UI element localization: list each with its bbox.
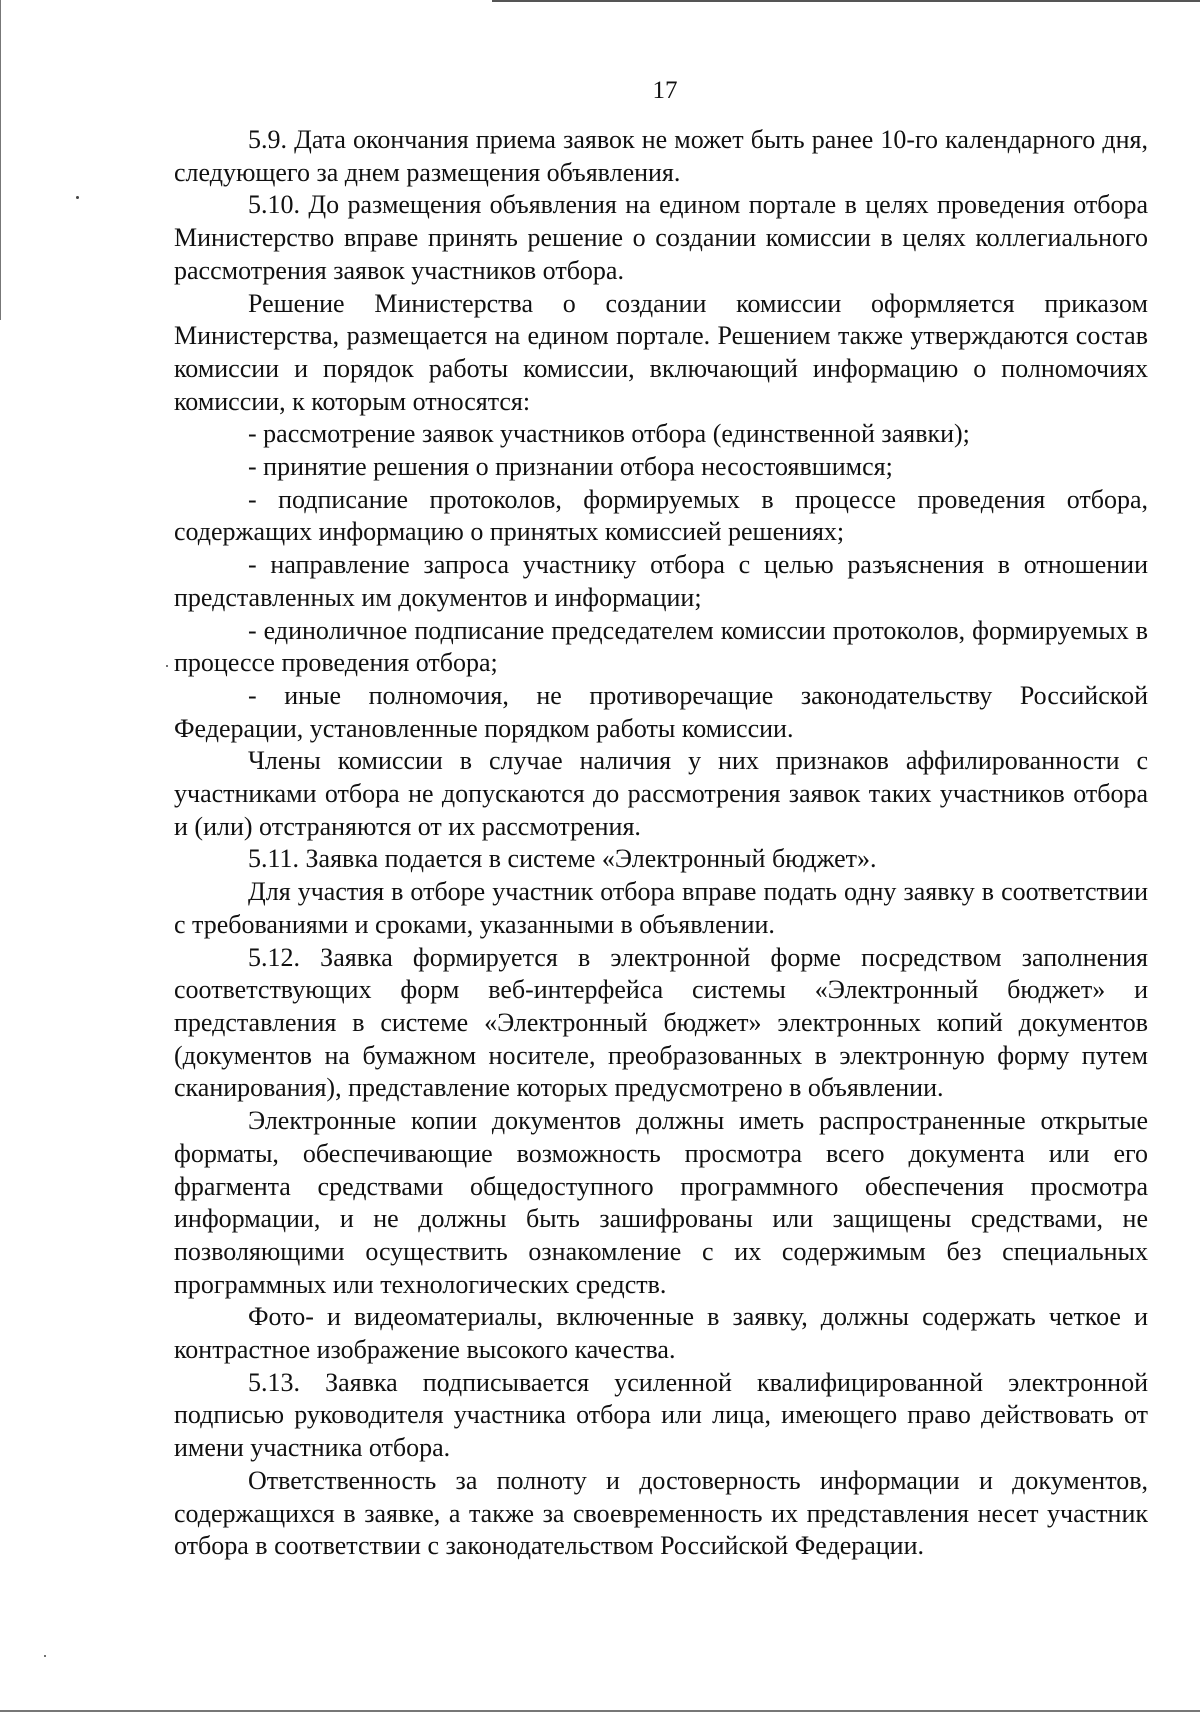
paragraph-one-application: Для участия в отборе участник отбора вправе подать одну заявку в соответствии с требованиями и сроками, указанными в объявлении. [174, 877, 1148, 939]
list-item-sign-protocols: - подписание протоколов, формируемых в процессе проведения отбора, содержащих информацию о принятых комиссией решениях; [174, 484, 1148, 547]
paragraph-5-13-signature: 5.13. Заявка подписывается усиленной квалифицированной электронной подписью руководителя участника отбора или лица, имеющего право действовать от имени участника отбора. [174, 1367, 1148, 1463]
page-number: 17 [652, 77, 678, 104]
paragraph-5-12-electronic-form: 5.12. Заявка формируется в электронной форме посредством заполнения соответствующих форм веб-интерфейса системы «Электронный бюджет» и представления в системе «Электронный бюджет» электронных копий документов (документов на бумажном носителе, преобразованных в электронную форму путем сканирования), представление которых предусмотрено в объявлении. [174, 942, 1148, 1103]
list-item-review-applications: - рассмотрение заявок участников отбора (единственной заявки); [248, 419, 970, 449]
paragraph-commission-decision: Решение Министерства о создании комиссии оформляется приказом Министерства, размещается на едином портале. Решением также утверждаются состав комиссии и порядок работы комиссии, включающий информацию о полномочиях комиссии, к которым относятся: [174, 288, 1148, 416]
list-item-declare-failed: - принятие решения о признании отбора несостоявшимся; [248, 452, 893, 482]
paragraph-5-9-deadline: 5.9. Дата окончания приема заявок не может быть ранее 10-го календарного дня, следующего за днем размещения объявления. [174, 125, 1148, 187]
scan-bottom-border [0, 1710, 1200, 1712]
paragraph-5-11-submission: 5.11. Заявка подается в системе «Электронный бюджет». [248, 844, 877, 874]
document-body [174, 124, 1148, 1563]
paragraph-5-10-commission: 5.10. До размещения объявления на едином портале в целях проведения отбора Министерство вправе принять решение о создании комиссии в целях коллегиального рассмотрения заявок участников отбора. [174, 190, 1148, 285]
scan-speck [166, 665, 168, 667]
scan-top-border [492, 0, 1200, 2]
list-item-request-clarification: - направление запроса участнику отбора с целью разъяснения в отношении представленных им документов и информации; [174, 550, 1148, 612]
scan-speck [44, 1655, 46, 1657]
paragraph-affiliation: Члены комиссии в случае наличия у них признаков аффилированности с участниками отбора не допускаются до рассмотрения заявок таких участников отбора и (или) отстраняются от их рассмотрения. [174, 746, 1148, 841]
list-item-chair-signing: - единоличное подписание председателем комиссии протоколов, формируемых в процессе проведения отбора; [174, 615, 1148, 678]
scan-speck [76, 196, 79, 199]
paragraph-electronic-copies: Электронные копии документов должны иметь распространенные открытые форматы, обеспечивающие возможность просмотра всего документа или его фрагмента средствами общедоступного программного обеспечения просмотра информации, и не должны быть зашифрованы или защищены средствами, не позволяющими осуществить ознакомление с их содержимым без специальных программных или технологических средств. [174, 1106, 1148, 1299]
paragraph-photo-video: Фото- и видеоматериалы, включенные в заявку, должны содержать четкое и контрастное изображение высокого качества. [174, 1302, 1148, 1365]
paragraph-responsibility: Ответственность за полноту и достоверность информации и документов, содержащихся в заявке, а также за своевременность их представления несет участник отбора в соответствии с законодательством Российской Федерации. [174, 1465, 1148, 1561]
list-item-other-powers: - иные полномочия, не противоречащие законодательству Российской Федерации, установленные порядком работы комиссии. [174, 680, 1148, 743]
scan-left-border [0, 0, 1, 320]
